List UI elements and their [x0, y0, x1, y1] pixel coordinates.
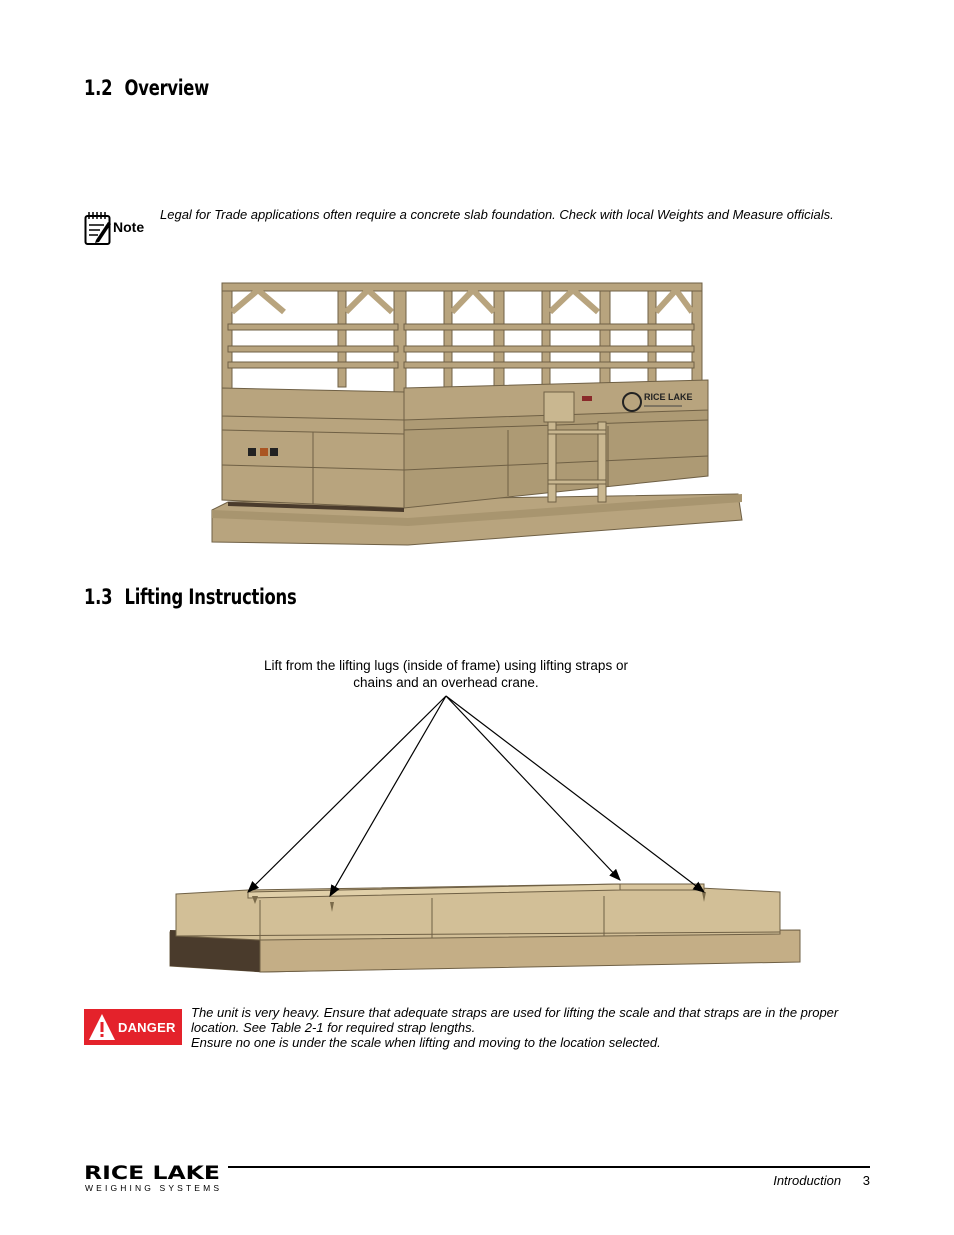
note-text: Legal for Trade applications often require a concrete slab foundation. Check with local Weights and Measure officials.: [160, 207, 834, 222]
section-title: Overview: [124, 76, 210, 100]
danger-text-1: The unit is very heavy. Ensure that adequate straps are used for lifting the scale and that straps are in the proper location. See Table 2-1 for required strap lengths.: [191, 1005, 839, 1035]
danger-box: [84, 1005, 874, 1057]
footer-section: Introduction: [773, 1173, 842, 1188]
footer: [773, 1173, 870, 1188]
note-icon: [84, 210, 148, 246]
section-number: 1.3: [84, 585, 113, 609]
scale-logo-text: RICE LAKE: [644, 392, 693, 402]
section-heading-overview: [84, 76, 209, 100]
lifting-callout: Lift from the lifting lugs (inside of frame) using lifting straps or chains and an overhead crane.: [264, 658, 628, 690]
section-title: Lifting Instructions: [124, 585, 297, 609]
section-heading-lifting: [84, 585, 296, 609]
note-label: Note: [113, 219, 145, 235]
footer-rule: [228, 1166, 870, 1168]
note-box: [84, 208, 874, 252]
danger-text-2: Ensure no one is under the scale when lifting and moving to the location selected.: [191, 1035, 661, 1050]
danger-text: [191, 1005, 875, 1050]
warning-triangle-icon: [88, 1012, 116, 1042]
rice-lake-logo: [84, 1160, 224, 1194]
page-number: 3: [862, 1173, 870, 1188]
lifting-figure: [164, 650, 804, 975]
danger-badge: [84, 1009, 182, 1045]
section-number: 1.2: [84, 76, 113, 100]
svg-text:WEIGHING SYSTEMS: WEIGHING SYSTEMS: [85, 1183, 219, 1193]
svg-text:RICE LAKE: RICE LAKE: [84, 1162, 220, 1184]
livestock-scale-figure: [208, 280, 744, 548]
danger-label: DANGER: [118, 1020, 176, 1035]
